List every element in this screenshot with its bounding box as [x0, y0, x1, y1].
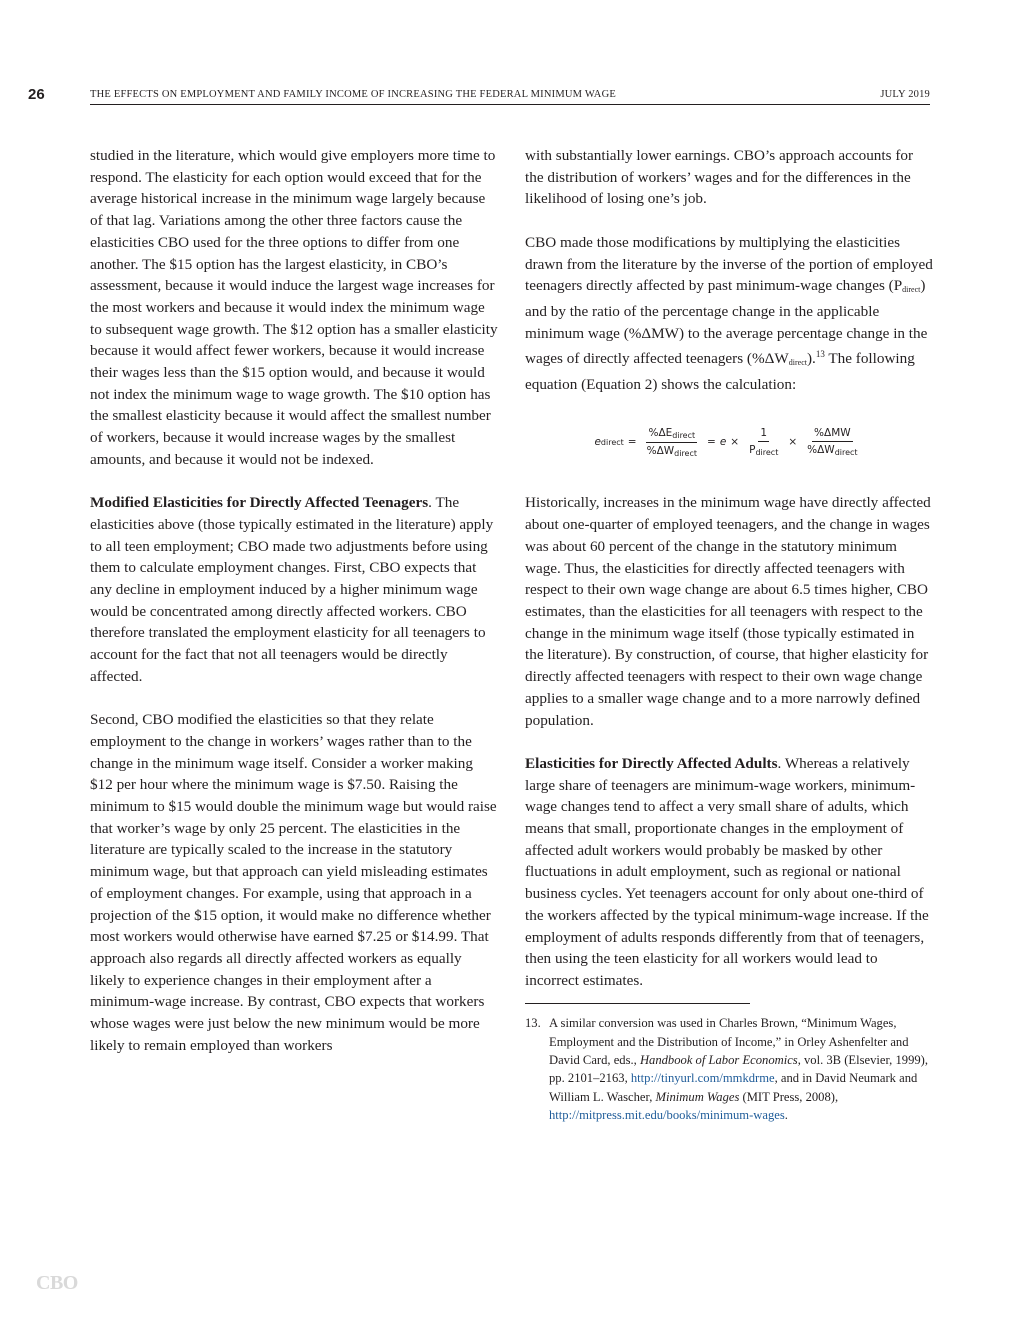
page-header — [0, 0, 1020, 110]
fraction-elasticity: $\frac{\%\Delta E_{direct}}{\%\Delta W_{direct}}$ — [646, 426, 698, 458]
paragraph: CBO made those modifications by multiplying the elasticities drawn from the literature by the inverse of the portion of employed teenagers directly affected by past minimum-wage changes $(P_{direct})$ and by the ratio of the percentage change in the applicable minimum wage (%ΔMW) to the average percentage change in the wages of directly affected teenagers $(\%\Delta W_{direct}).^{13}$ The following equation (Equation 2) shows the calculation: — [525, 233, 933, 394]
footnote-ref[interactable]: 13 — [815, 349, 825, 360]
header-rule — [90, 104, 930, 105]
paragraph: Historically, increases in the minimum wage have directly affected about one-quarter of employed teenagers, and the change in wages was about 60 percent of the change in the statutory minimum wage. Thus, the elasticities for directly affected teenagers with respect to their own wage change are about 6.5 times higher, CBO estimates, than the elasticities for all teenagers with respect to the change in the minimum wage itself (those typically estimated in the literature). By construction, of course, that higher elasticity for directly affected teenagers with respect to their own wage change applies to a smaller wage change and to a more narrowly defined population. — [525, 494, 931, 729]
running-title: THE EFFECTS ON EMPLOYMENT AND FAMILY INCOME OF INCREASING THE FEDERAL MINIMUM WAGE — [90, 89, 616, 100]
paragraph: studied in the literature, which would give employers more time to respond. The elasticity for each option would exceed that for the average historical increase in the minimum wage largely because of that lag. Variations among the other three factors cause the elasticities CBO used for the three options to differ from one another. The $15 option has the largest elasticity, in CBO’s assessment, because it would induce the largest wage increases for the most workers and because it would index the minimum wage to subsequent wage growth. The $12 option has a smaller elasticity because it would affect fewer workers, because it would increase their wages less than the $15 option would, and because it would not index the minimum wage to wage growth. The $10 option has the smallest elasticity because it would affect the smallest number of workers, because it would increase wages by the smallest amounts, and because it would not be indexed. — [90, 147, 498, 468]
publication-date: JULY 2019 — [880, 89, 930, 100]
right-column — [525, 145, 933, 1124]
paragraph: Modified Elasticities for Directly Affected Teenagers. The elasticities above (those typically estimated in the literature) apply to all teen employment; CBO made two adjustments before using them to calculate employment changes. First, CBO expects that any decline in employment induced by a higher minimum wage would be concentrated among directly affected workers. CBO therefore translated the employment elasticity for all teenagers to account for the fact that not all teenagers would be directly affected. — [90, 494, 494, 685]
fraction-inverse-share: $\frac{1}{P_{direct}}$ — [749, 427, 779, 458]
footnote-link-tinyurl[interactable]: http://tinyurl.com/mmkdrme — [630, 1071, 775, 1086]
section-heading: Modified Elasticities for Directly Affected Teenagers — [90, 494, 429, 512]
section-heading: Elasticities for Directly Affected Adults — [525, 754, 778, 772]
paragraph: Elasticities for Directly Affected Adults. Whereas a relatively large share of teenagers are minimum-wage workers, minimum-wage changes tend to affect a very small share of adults, which means that small, proportionate changes in the employment of affected adult workers would probably be masked by other fluctuations in adult employment, such as regional or national business cycles. Yet teenagers account for only about one-third of the workers affected by the typical minimum-wage increase. If the employment of adults responds differently from that of teenagers, then using the teen elasticity for all workers would lead to incorrect estimates. — [525, 754, 929, 989]
left-column — [90, 145, 498, 1078]
equation-2: e direct = $\frac{\%\Delta E_{direct}}{\%\Delta W_{direct}}$ = e × $\frac{1}{P_{direct}}$ × $\frac{\text{\%ΔMW}}{\%\Delta W_{direct}}$ — [594, 426, 858, 458]
fraction-wage-ratio: $\frac{\text{\%ΔMW}}{\%\Delta W_{direct}}$ — [807, 427, 858, 458]
footnote-link-mitpress[interactable]: http://mitpress.mit.edu/books/minimum-wages — [549, 1107, 785, 1122]
cbo-logo: CBO — [36, 1272, 78, 1294]
paragraph: Second, CBO modified the elasticities so that they relate employment to the change in workers’ wages rather than to the change in the minimum wage itself. Consider a worker making $12 per hour where the minimum wage is $7.50. Raising the minimum to $15 would double the minimum wage but would raise that worker’s wage by only 25 percent. The elasticities in the literature are typically scaled to the increase in the statutory minimum wage, but that approach can yield misleading estimates of employment changes. For example, using that approach in a projection of the $15 option, it would make no difference whether most workers would otherwise have earned $7.25 or $14.99. That approach also regards all directly affected workers as equally likely to experience changes in their employment after a minimum-wage increase. By contrast, CBO expects that workers whose wages were just below the new minimum would be more likely to remain employed than workers — [90, 711, 497, 1054]
page-number: 26 — [28, 86, 45, 103]
footnote-rule — [525, 1003, 750, 1004]
footnote-number: 13. — [525, 1016, 541, 1031]
footnote-13: 13. A similar conversion was used in Charles Brown, “Minimum Wages, Employment and the Distribution of Income,” in Orley Ashenfelter and David Card, eds., Handbook of Labor Economics, vol. 3B (Elsevier, 1999), pp. 2101–2163, http://tinyurl.com/mmkdrme, and in David Neumark and William L. Wascher, Minimum Wages (MIT Press, 2008), http://mitpress.mit.edu/books/minimum-wages. — [525, 1014, 933, 1124]
paragraph: with substantially lower earnings. CBO’s approach accounts for the distribution of workers’ wages and for the differences in the likelihood of losing one’s job. — [525, 147, 914, 208]
